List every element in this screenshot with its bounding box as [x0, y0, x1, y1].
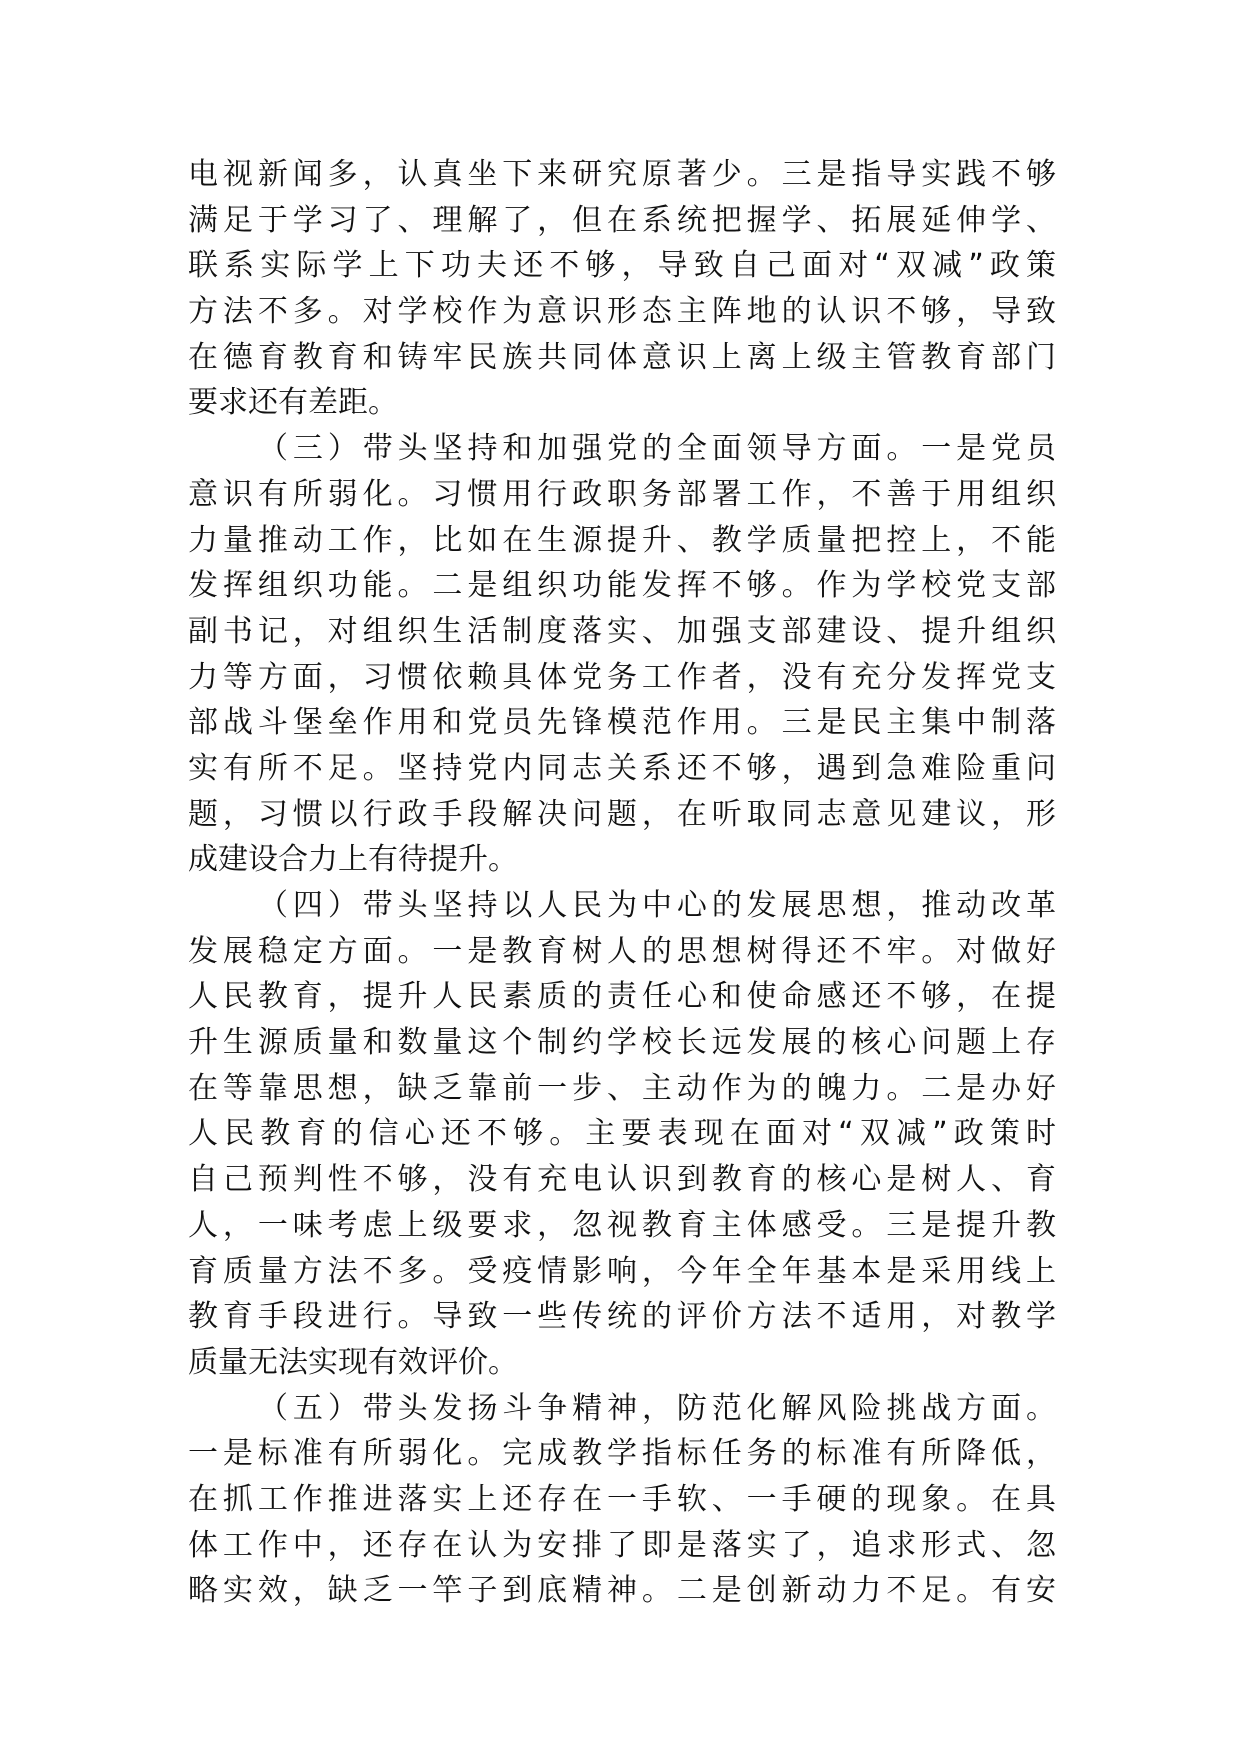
text-line: 质量无法实现有效评价。 [188, 1344, 518, 1380]
text-line: 成建设合力上有待提升。 [188, 842, 518, 878]
text-line: 一是标准有所弱化。完成教学指标任务的标准有所降低， [188, 1436, 1056, 1472]
text-line: 方法不多。对学校作为意识形态主阵地的认识不够，导致 [188, 294, 1056, 330]
text-line: 人民教育，提升人民素质的责任心和使命感还不够，在提 [188, 979, 1056, 1015]
text-line: 在德育教育和铸牢民族共同体意识上离上级主管教育部门 [188, 339, 1056, 375]
text-line: 发展稳定方面。一是教育树人的思想树得还不牢。对做好 [188, 933, 1056, 969]
document-page [188, 152, 1056, 1614]
text-line: 体工作中，还存在认为安排了即是落实了，追求形式、忽 [188, 1527, 1056, 1563]
text-line: 电视新闻多，认真坐下来研究原著少。三是指导实践不够 [188, 157, 1056, 192]
section-heading-line: （四）带头坚持以人民为中心的发展思想，推动改革 [258, 888, 1056, 923]
text-line: 意识有所弱化。习惯用行政职务部署工作，不善于用组织 [188, 476, 1056, 512]
text-line: 力量推动工作，比如在生源提升、教学质量把控上，不能 [188, 522, 1056, 558]
text-line: 发挥组织功能。二是组织功能发挥不够。作为学校党支部 [188, 568, 1056, 604]
text-line: 要求还有差距。 [188, 385, 398, 421]
text-line: 人民教育的信心还不够。主要表现在面对“双减”政策时 [188, 1116, 1056, 1152]
text-line: 题，习惯以行政手段解决问题，在听取同志意见建议，形 [188, 796, 1056, 832]
section-heading-line: （三）带头坚持和加强党的全面领导方面。一是党员 [258, 431, 1056, 467]
text-line: 在抓工作推进落实上还存在一手软、一手硬的现象。在具 [188, 1481, 1056, 1517]
text-line: 育质量方法不多。受疫情影响，今年全年基本是采用线上 [188, 1253, 1056, 1289]
text-line: 联系实际学上下功夫还不够，导致自己面对“双减”政策 [188, 248, 1056, 284]
text-line: 实有所不足。坚持党内同志关系还不够，遇到急难险重问 [188, 750, 1056, 786]
text-line: 略实效，缺乏一竿子到底精神。二是创新动力不足。有安 [188, 1573, 1056, 1609]
text-line: 升生源质量和数量这个制约学校长远发展的核心问题上存 [188, 1025, 1056, 1061]
section-heading-line: （五）带头发扬斗争精神，防范化解风险挑战方面。 [258, 1390, 1056, 1426]
text-line: 人，一味考虑上级要求，忽视教育主体感受。三是提升教 [188, 1207, 1056, 1243]
text-line: 教育手段进行。导致一些传统的评价方法不适用，对教学 [188, 1299, 1056, 1335]
text-line: 副书记，对组织生活制度落实、加强支部建设、提升组织 [188, 613, 1056, 649]
text-line: 部战斗堡垒作用和党员先锋模范作用。三是民主集中制落 [188, 705, 1056, 741]
text-line: 自己预判性不够，没有充电认识到教育的核心是树人、育 [188, 1162, 1056, 1198]
text-line: 满足于学习了、理解了，但在系统把握学、拓展延伸学、 [188, 202, 1056, 238]
text-line: 在等靠思想，缺乏靠前一步、主动作为的魄力。二是办好 [188, 1070, 1056, 1106]
text-line: 力等方面，习惯依赖具体党务工作者，没有充分发挥党支 [188, 659, 1056, 695]
